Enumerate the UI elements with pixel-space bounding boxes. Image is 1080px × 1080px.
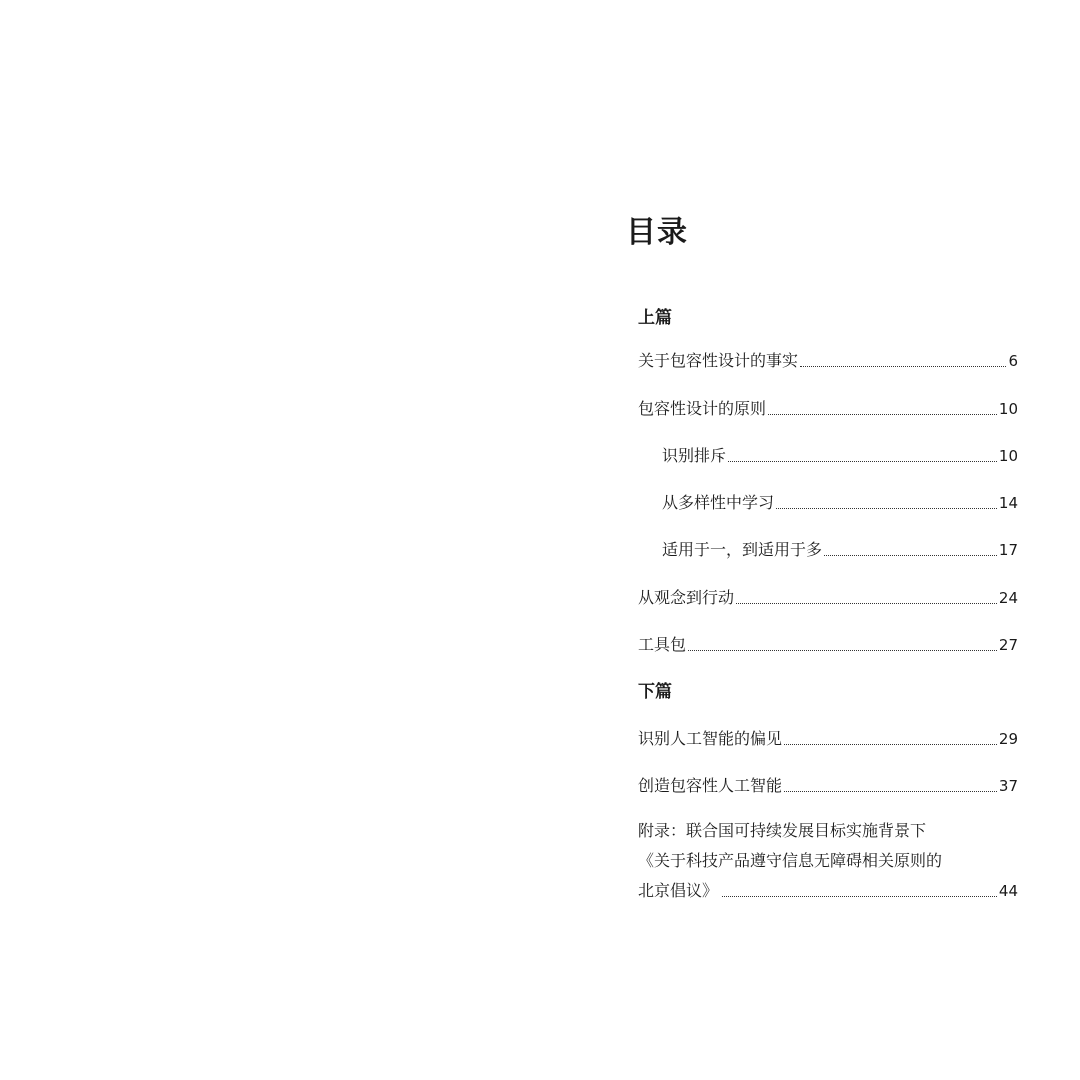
appendix-line-2: 《关于科技产品遵守信息无障碍相关原则的 xyxy=(638,851,943,870)
toc-entry[interactable] xyxy=(638,350,1018,372)
dot-leader xyxy=(800,366,1006,367)
toc-entry-page: 24 xyxy=(998,589,1018,607)
toc-entry-page: 29 xyxy=(998,730,1018,748)
dot-leader xyxy=(688,650,997,651)
toc-subentry[interactable] xyxy=(662,445,1018,467)
toc-entry-label: 适用于一，到适用于多 xyxy=(662,540,823,559)
part1-heading: 上篇 xyxy=(638,308,672,328)
dot-leader xyxy=(784,791,997,792)
dot-leader xyxy=(728,461,997,462)
toc-entry-appendix[interactable] xyxy=(638,816,1018,906)
toc-entry-page: 27 xyxy=(998,636,1018,654)
dot-leader xyxy=(736,603,997,604)
toc-entry[interactable] xyxy=(638,398,1018,420)
toc-entry[interactable] xyxy=(638,634,1018,656)
dot-leader xyxy=(784,744,997,745)
toc-entry-page: 6 xyxy=(1008,352,1018,370)
dot-leader xyxy=(768,414,997,415)
part2-heading: 下篇 xyxy=(638,682,672,702)
toc-subentry[interactable] xyxy=(662,539,1018,561)
toc-entry-label: 从多样性中学习 xyxy=(662,493,775,512)
dot-leader xyxy=(824,555,997,556)
toc-title: 目录 xyxy=(626,215,688,250)
toc-entry-page: 17 xyxy=(998,541,1018,559)
toc-entry-page: 10 xyxy=(998,400,1018,418)
toc-entry-label: 包容性设计的原则 xyxy=(638,399,767,418)
toc-subentry[interactable] xyxy=(662,492,1018,514)
toc-entry[interactable] xyxy=(638,775,1018,797)
toc-entry-label: 识别人工智能的偏见 xyxy=(638,729,783,748)
table-of-contents xyxy=(626,210,1018,900)
appendix-line-3: 北京倡议》 xyxy=(638,881,719,900)
dot-leader xyxy=(722,896,997,897)
toc-entry-label: 关于包容性设计的事实 xyxy=(638,351,799,370)
dot-leader xyxy=(776,508,997,509)
toc-entry-page: 10 xyxy=(998,447,1018,465)
toc-entry-label: 创造包容性人工智能 xyxy=(638,776,783,795)
toc-entry[interactable] xyxy=(638,587,1018,609)
toc-entry-page: 14 xyxy=(998,494,1018,512)
toc-entry-label: 识别排斥 xyxy=(662,446,727,465)
toc-entry-label: 从观念到行动 xyxy=(638,588,735,607)
toc-entry[interactable] xyxy=(638,728,1018,750)
toc-entry-page: 44 xyxy=(998,882,1018,900)
toc-entry-page: 37 xyxy=(998,777,1018,795)
toc-entry-label: 工具包 xyxy=(638,635,687,654)
appendix-line-1: 附录：联合国可持续发展目标实施背景下 xyxy=(638,821,927,840)
